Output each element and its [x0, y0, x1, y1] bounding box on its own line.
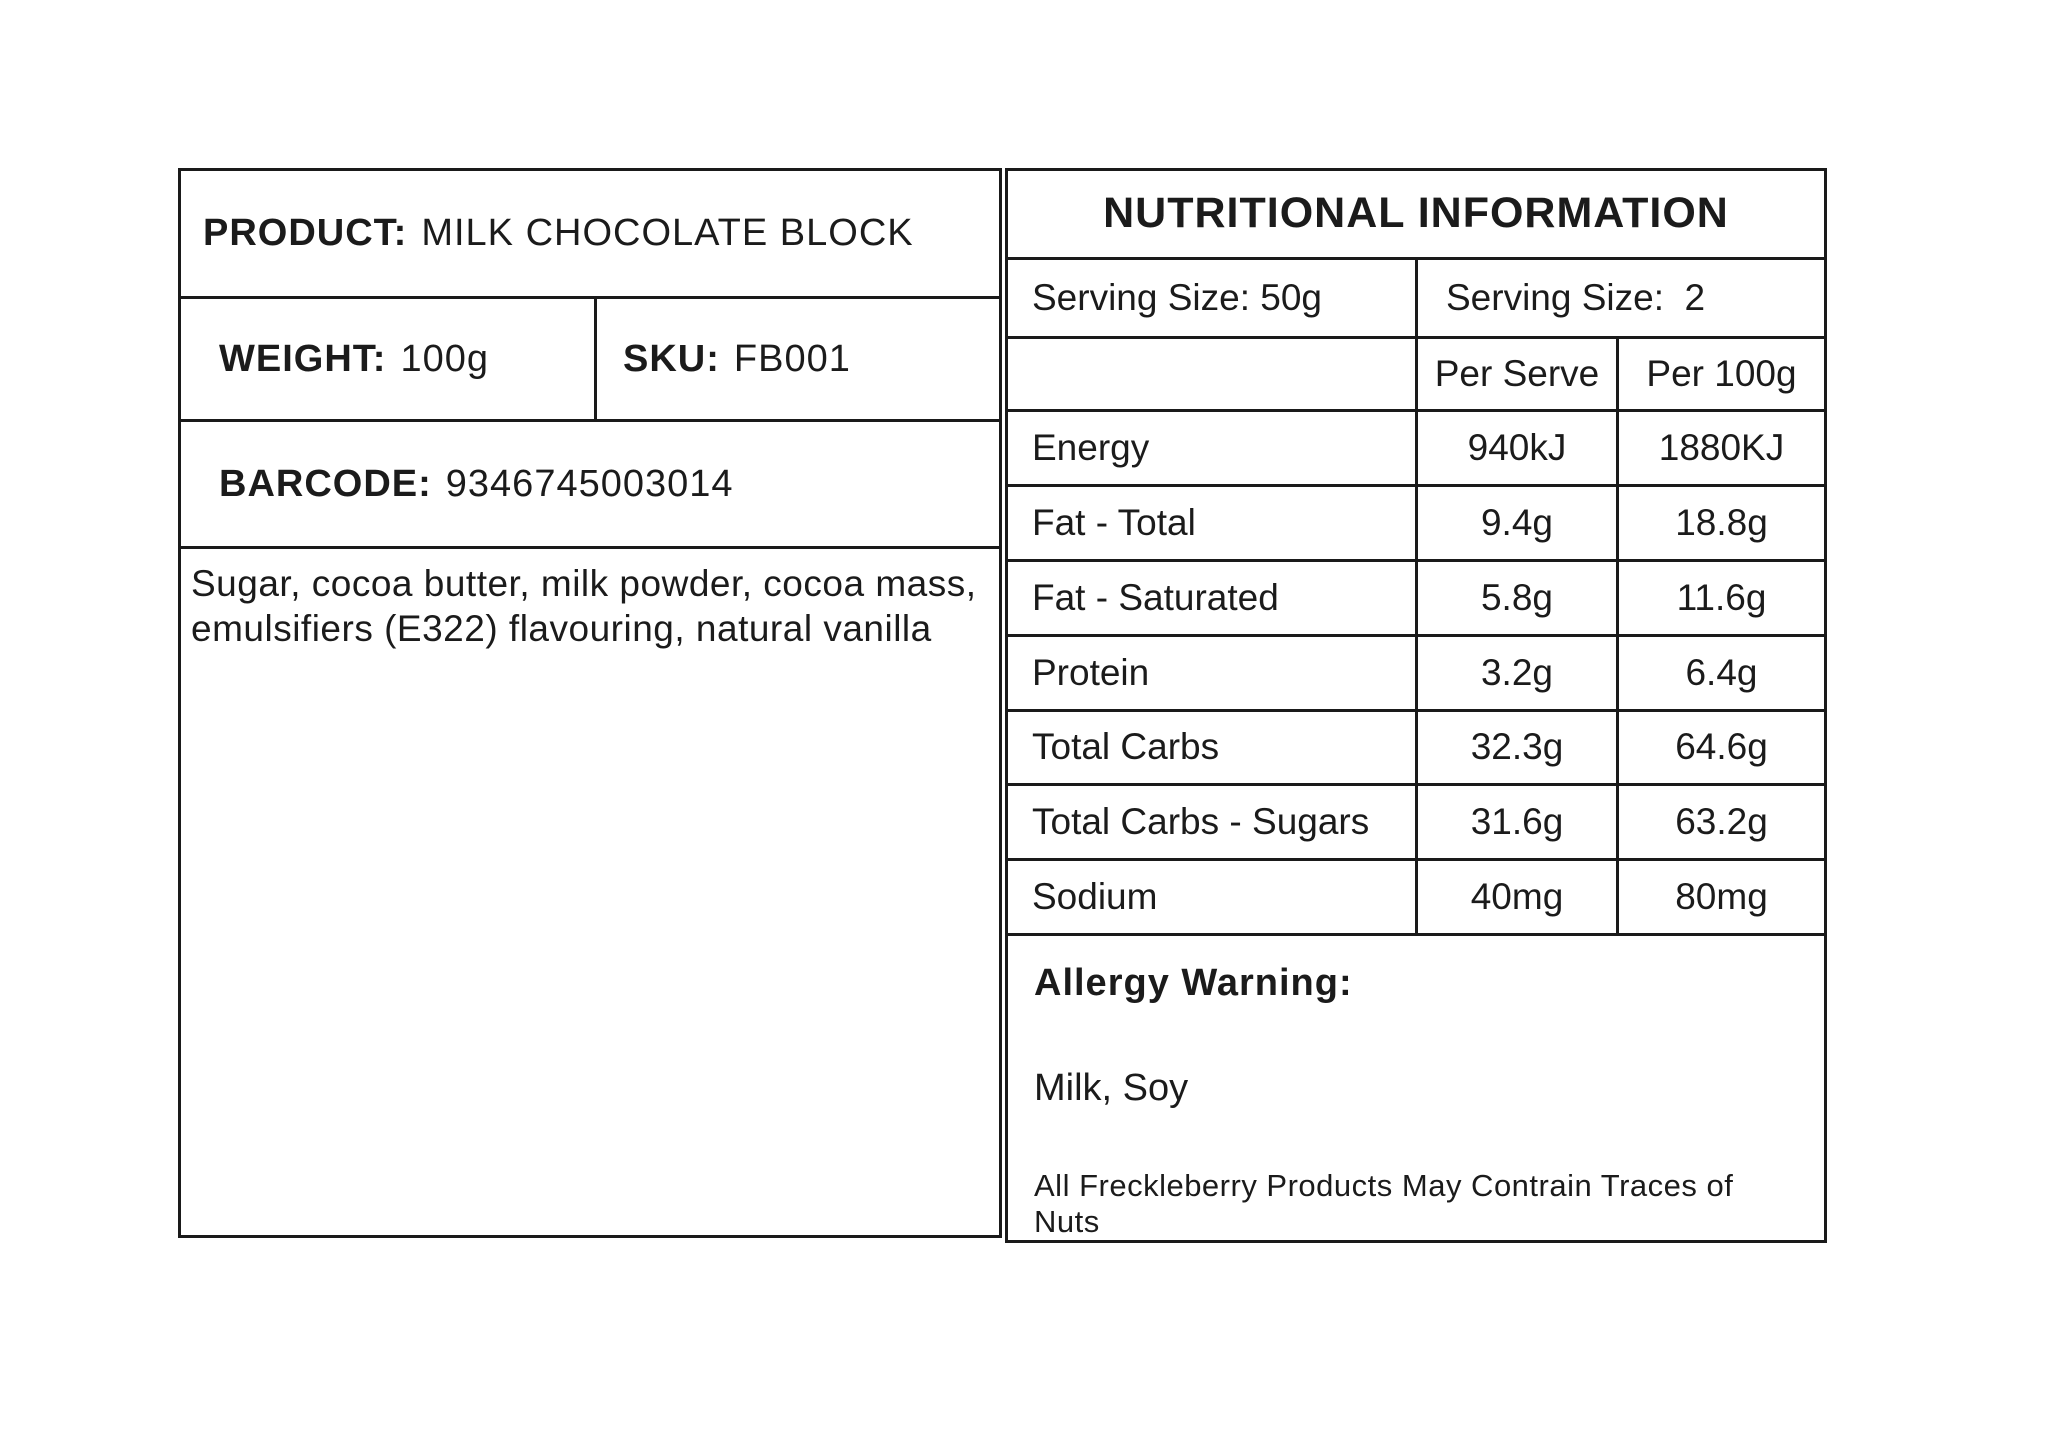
nutrient-per-serve: 32.3g: [1415, 712, 1616, 784]
barcode-value: 9346745003014: [445, 462, 734, 505]
nutritional-information-panel: [1005, 168, 1827, 1243]
nutrient-per-100g: 11.6g: [1616, 562, 1824, 634]
nutrient-per-serve: 940kJ: [1415, 412, 1616, 484]
table-row-total-carbs-sugars: [1008, 786, 1824, 861]
ingredients-text: Sugar, cocoa butter, milk powder, cocoa mass, emulsifiers (E322) flavouring, natural vanilla: [191, 563, 977, 649]
column-header-row: [1008, 339, 1824, 413]
serving-size-grams: Serving Size: 50g: [1032, 276, 1323, 318]
column-header-per-100g: Per 100g: [1616, 339, 1824, 410]
barcode-label: BARCODE:: [219, 462, 432, 505]
serving-size-count: Serving Size: 2: [1415, 260, 1824, 336]
nutritional-information-title: NUTRITIONAL INFORMATION: [1008, 171, 1824, 260]
table-row-fat-total: [1008, 487, 1824, 562]
sku-value: FB001: [733, 337, 851, 380]
weight-sku-row: [181, 299, 999, 422]
nutrient-per-serve: 3.2g: [1415, 637, 1616, 709]
weight-label: WEIGHT:: [219, 337, 387, 380]
nutrient-name: Energy: [1032, 427, 1150, 469]
weight-value: 100g: [400, 337, 489, 380]
allergy-allergens: Milk, Soy: [1034, 1066, 1189, 1109]
product-label: PRODUCT:: [203, 212, 408, 254]
table-row-protein: [1008, 637, 1824, 712]
weight-cell: [181, 299, 594, 419]
serving-size-row: [1008, 260, 1824, 339]
nutrient-per-100g: 63.2g: [1616, 786, 1824, 858]
nutrient-per-serve: 9.4g: [1415, 487, 1616, 559]
nutrient-per-serve: 5.8g: [1415, 562, 1616, 634]
column-header-per-serve: Per Serve: [1415, 339, 1616, 410]
nutrient-per-100g: 80mg: [1616, 861, 1824, 933]
table-row-sodium: [1008, 861, 1824, 936]
table-row-total-carbs: [1008, 712, 1824, 787]
nutrient-per-100g: 64.6g: [1616, 712, 1824, 784]
nutrient-name: Protein: [1032, 651, 1150, 693]
nutrient-name: Total Carbs - Sugars: [1032, 801, 1370, 843]
product-value: MILK CHOCOLATE BLOCK: [421, 212, 914, 254]
table-row-fat-saturated: [1008, 562, 1824, 637]
sku-label: SKU:: [623, 337, 720, 380]
column-header-spacer: [1008, 339, 1415, 410]
nutrient-per-100g: 1880KJ: [1616, 412, 1824, 484]
allergy-warning-title: Allergy Warning:: [1034, 961, 1353, 1004]
sku-cell: [594, 299, 999, 419]
nutrient-per-100g: 18.8g: [1616, 487, 1824, 559]
nutrient-name: Total Carbs: [1032, 726, 1220, 768]
nutrient-per-serve: 40mg: [1415, 861, 1616, 933]
product-details-panel: [178, 168, 1002, 1238]
nutrient-per-serve: 31.6g: [1415, 786, 1616, 858]
nutrient-name: Sodium: [1032, 876, 1158, 918]
allergy-traces-note: All Freckleberry Products May Contrain Traces of Nuts: [1034, 1167, 1734, 1239]
nutrient-name: Fat - Saturated: [1032, 576, 1279, 618]
table-row-energy: [1008, 412, 1824, 487]
allergy-warning-section: [1008, 936, 1824, 1240]
nutrient-name: Fat - Total: [1032, 502, 1196, 544]
nutrient-per-100g: 6.4g: [1616, 637, 1824, 709]
barcode-row: [181, 422, 999, 549]
product-row: [181, 171, 999, 299]
